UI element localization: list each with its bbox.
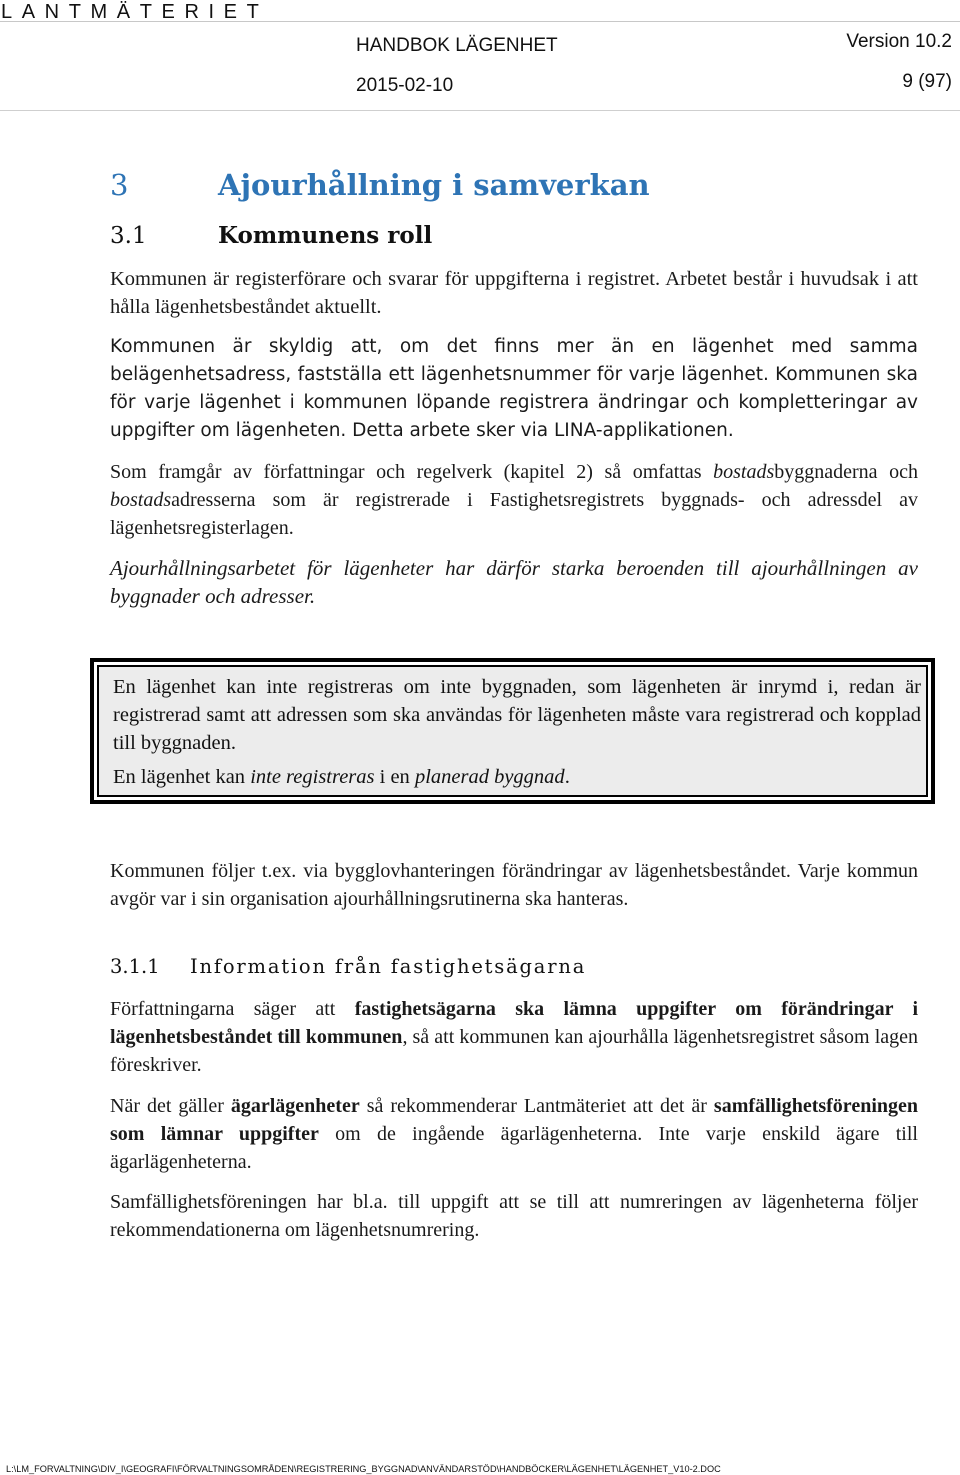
organization-name: LANTMÄTERIET [1,1,269,23]
section-heading [110,222,432,249]
section-title: Kommunens roll [218,222,433,249]
callout-inner [97,665,928,797]
header-divider-bottom [0,110,960,111]
paragraph-fastighetsagare: Författningarna säger att fastighetsägarna ska lämna uppgifter om förändringar i lägenhetsbeståndet till kommunen, så att kommunen kan ajourhålla lägenhetsregistret såsom lagen föreskriver. [110,998,919,1076]
paragraph-bygglov: Kommunen följer t.ex. via bygglovhanteringen förändringar av lägenhetsbeståndet. Varje kommun avgör var i sin organisation ajourhållningsrutinerna ska hanteras. [110,860,918,910]
subsection-heading [110,955,586,978]
chapter-title: Ajourhållning i samverkan [218,168,650,202]
paragraph-forfattningar: Som framgår av författningar och regelverk (kapitel 2) så omfattas bostadsbyggnaderna och bostadsadresserna som är registrerade i Fastighetsregistrets byggnads- och adressdel av lägenhetsregisterlagen. [110,461,918,539]
chapter-number: 3 [110,168,129,202]
paragraph-registerforare: Kommunen är registerförare och svarar för uppgifterna i registret. Arbetet består i huvudsak i att hålla lägenhetsbeståndet aktuellt. [110,268,918,318]
chapter-heading [110,168,650,202]
paragraph-samfallighetsforening: Samfällighetsföreningen har bl.a. till uppgift att se till att numreringen av lägenheterna följer rekommendationerna om lägenhetsnumrering. [110,1191,918,1241]
header-divider-top [0,21,960,22]
document-title: HANDBOK LÄGENHET [356,35,558,56]
document-version: Version 10.2 [846,31,952,52]
callout-text: En lägenhet kan inte registreras om inte byggnaden, som lägenheten är inrymd i, redan är registrerad samt att adressen som ska användas för lägenheten måste vara registrerad och kopplad till byggnaden. [113,676,921,754]
page-number: 9 (97) [902,71,952,92]
paragraph-agarlagenheter: När det gäller ägarlägenheter så rekommenderar Lantmäteriet att det är samfällighetsföreningen som lämnar uppgifter om de ingående ägarlägenheterna. Inte varje enskild ägare till ägarlägenheterna. [110,1095,918,1173]
subsection-number: 3.1.1 [110,955,160,978]
callout-box [90,658,935,804]
subsection-title: Information från fastighetsägarna [190,955,587,978]
paragraph-skyldighet: Kommunen är skyldig att, om det finns mer än en lägenhet med samma belägenhetsadress, fastställa ett lägenhetsnummer för varje lägenhet. Kommunen ska för varje lägenhet i kommunen löpande registrera ändringar och kompletteringar av uppgifter om lägenheten. Detta arbete sker via LINA-applikationen. [110,336,918,441]
callout-note: En lägenhet kan inte registreras i en planerad byggnad. [113,766,570,788]
footer-file-path: L:\LM_FORVALTNING\DIV_I\GEOGRAFI\FÖRVALTNINGSOMRÅDEN\REGISTRERING_BYGGNAD\ANVÄNDARSTÖD\HANDBÖCKER\LÄGENHET\LÄGENHET_V10-2.DOC [6,1464,721,1474]
document-date: 2015-02-10 [356,75,454,96]
paragraph-beroenden: Ajourhållningsarbetet för lägenheter har därför starka beroenden till ajourhållningen av byggnader och adresser. [110,556,918,608]
section-number: 3.1 [110,223,147,249]
